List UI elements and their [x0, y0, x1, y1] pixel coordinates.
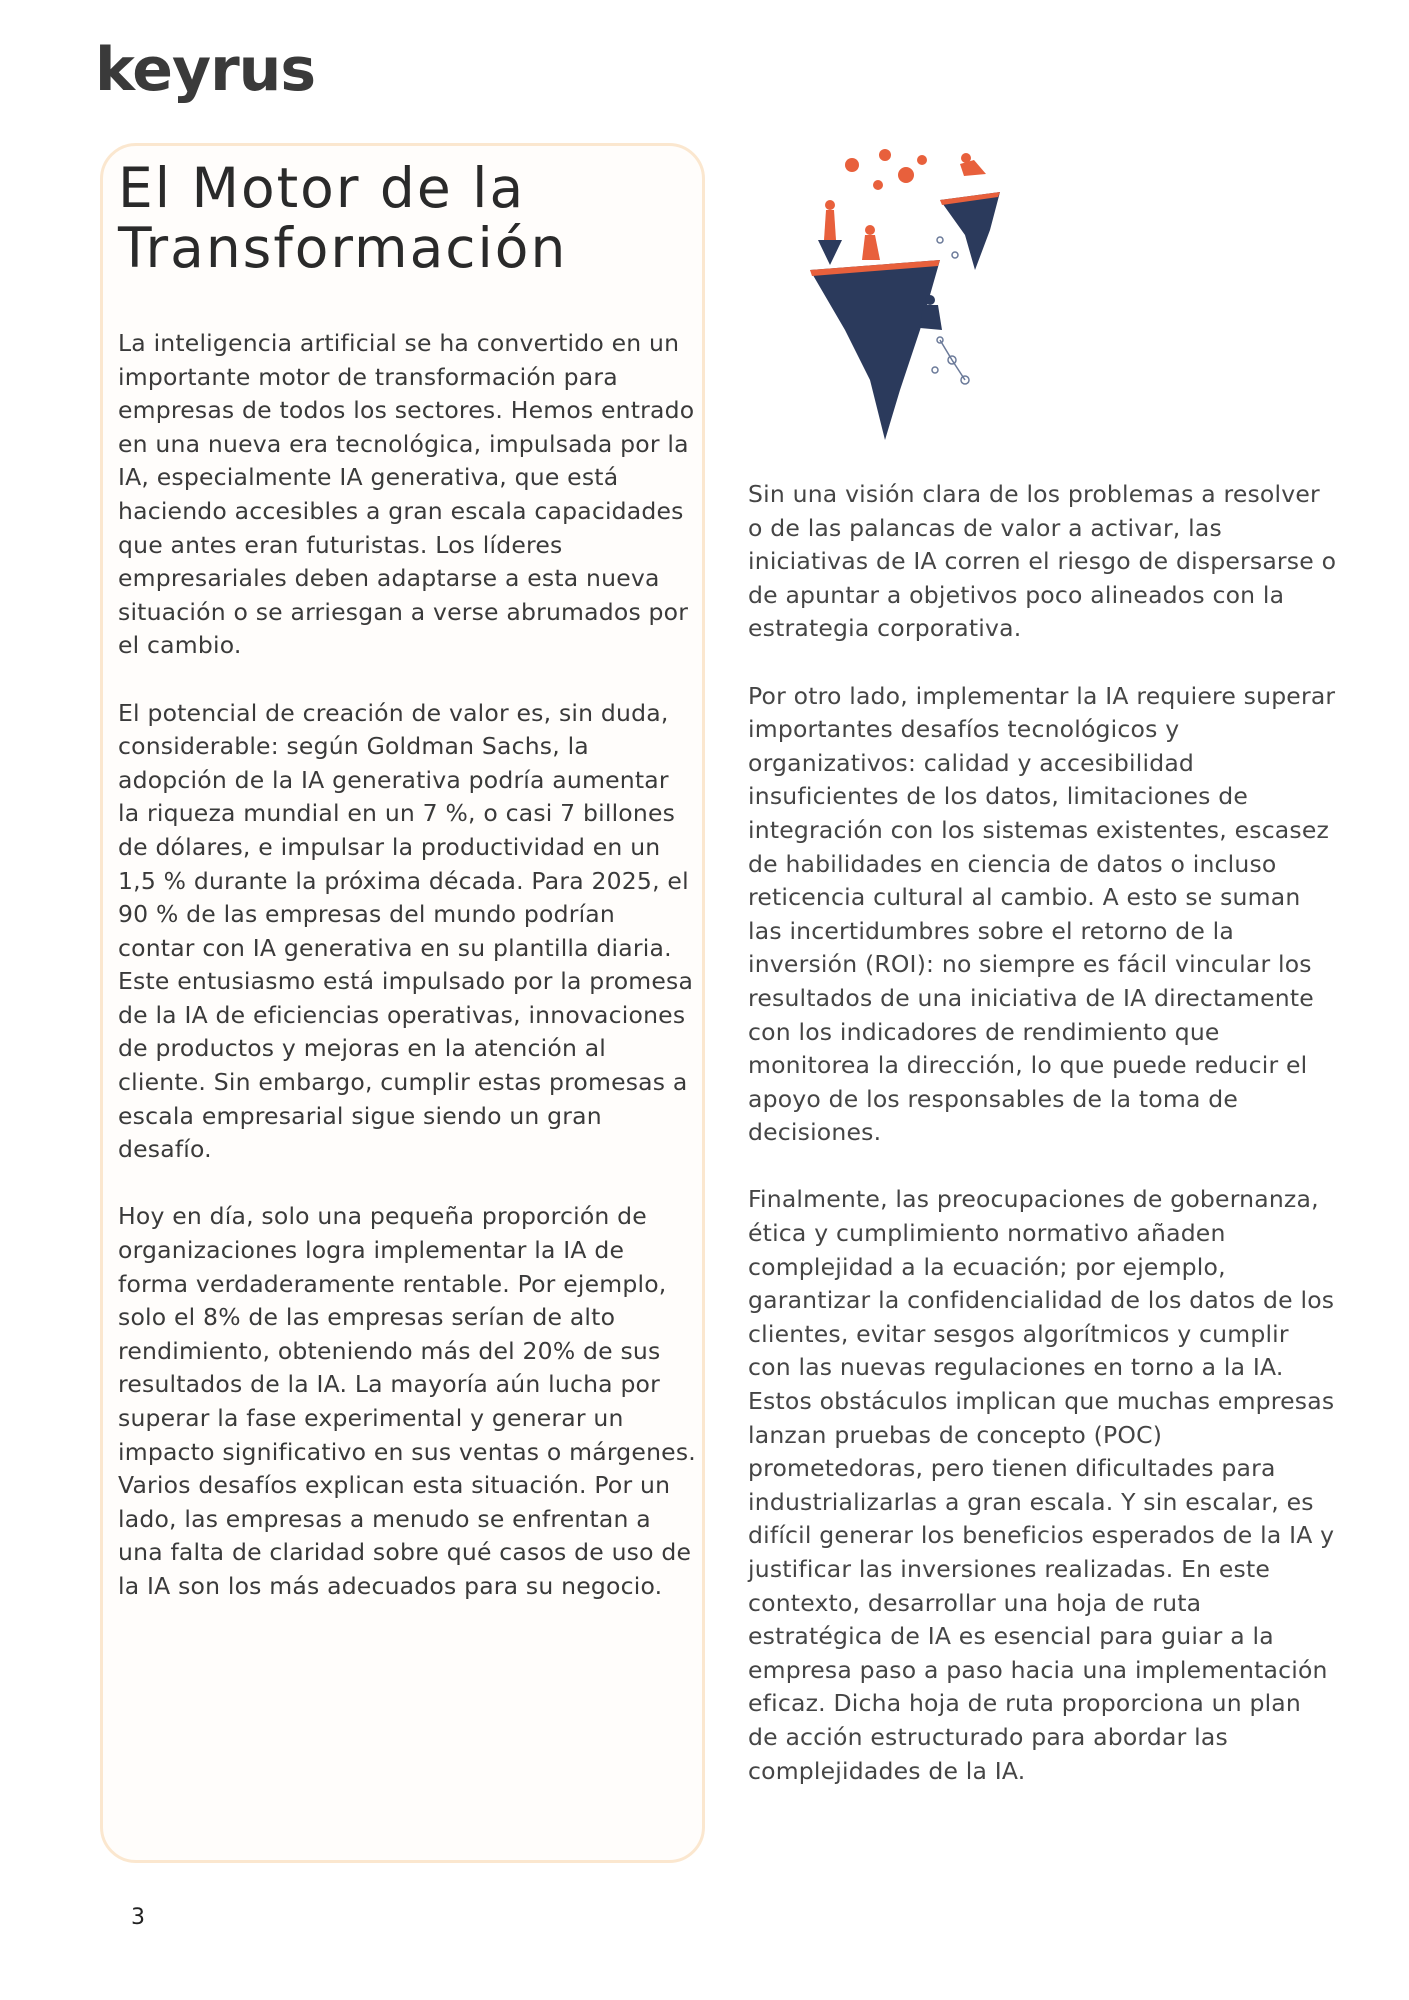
large-rock-island [810, 260, 940, 440]
right-paragraph-1: Sin una visión clara de los problemas a resolver o de las palancas de valor a activar, las iniciativas de IA corren el riesgo de dispersarse o de apuntar a objetivos poco alineados con la estrategia corporativa. [748, 480, 1337, 643]
left-column [118, 327, 696, 1637]
right-paragraph-2: Por otro lado, implementar la IA requiere superar importantes desafíos tecnológicos y organizativos: calidad y accesibilidad insuficientes de los datos, limitaciones de integración con los sistemas existentes, escasez de habilidades en ciencia de datos o incluso reticencia cultural al cambio. A esto se suman las incertidumbres sobre el retorno de la inversión (ROI): no siempre es fácil vincular los resultados de una iniciativa de IA directamente con los indicadores de rendimiento que monitorea la dirección, lo que puede reducir el apoyo de los responsables de la toma de decisiones. [748, 681, 1336, 1147]
right-paragraph-3: Finalmente, las preocupaciones de gobernanza, ética y cumplimiento normativo añaden complejidad a la ecuación; por ejemplo, garantizar la confidencialidad de los datos de los clientes, evitar sesgos algorítmicos y cumplir con las nuevas regulaciones en torno a la IA. Estos obstáculos implican que muchas empresas lanzan pruebas de concepto (POC) prometedoras, pero tienen dificultades para industrializarlas a gran escala. Y sin escalar, es difícil generar los beneficios esperados de la IA y justificar las inversiones realizadas. En este contexto, desarrollar una hoja de ruta estratégica de IA es esencial para guiar a la empresa paso a paso hacia una implementación eficaz. Dicha hoja de ruta proporciona un plan de acción estructurado para abordar las complejidades de la IA. [748, 1185, 1335, 1785]
floating-islands-illustration [790, 130, 1020, 450]
ai-icon-bubbles [845, 149, 927, 190]
page-title: El Motor de la Transformación [118, 156, 568, 280]
left-paragraph-2: El potencial de creación de valor es, sin duda, considerable: según Goldman Sachs, la adopción de la IA generativa podría aumentar la riqueza mundial en un 7 %, o casi 7 billones de dólares, e impulsar la productividad en un 1,5 % durante la próxima década. Para 2025, el 90 % de las empresas del mundo podrían contar con IA generativa en su plantilla diaria. Este entusiasmo está impulsado por la promesa de la IA de eficiencias operativas, innovaciones de productos y mejoras en la atención al cliente. Sin embargo, cumplir estas promesas a escala empresarial sigue siendo un gran desafío. [118, 698, 694, 1164]
keyrus-logo [95, 35, 316, 105]
left-paragraph-3: Hoy en día, solo una pequeña proporción de organizaciones logra implementar la IA de forma verdaderamente rentable. Por ejemplo, solo el 8% de las empresas serían de alto rendimiento, obteniendo más del 20% de sus resultados de la IA. La mayoría aún lucha por superar la fase experimental y generar un impacto significativo en sus ventas o márgenes. Varios desafíos explican esta situación. Por un lado, las empresas a menudo se enfrentan a una falta de claridad sobre qué casos de uso de la IA son los más adecuados para su negocio. [118, 1202, 696, 1600]
page-number: 3 [131, 1905, 145, 1930]
logo-text: keyrus [95, 35, 316, 105]
left-paragraph-1: La inteligencia artificial se ha convertido en un importante motor de transformación para empresas de todos los sectores. Hemos entrado en una nueva era tecnológica, impulsada por la IA, especialmente IA generativa, que está haciendo accesibles a gran escala capacidades que antes eran futuristas. Los líderes empresariales deben adaptarse a esta nueva situación o se arriesgan a verse abrumados por el cambio. [118, 329, 695, 660]
right-column [748, 478, 1338, 1822]
